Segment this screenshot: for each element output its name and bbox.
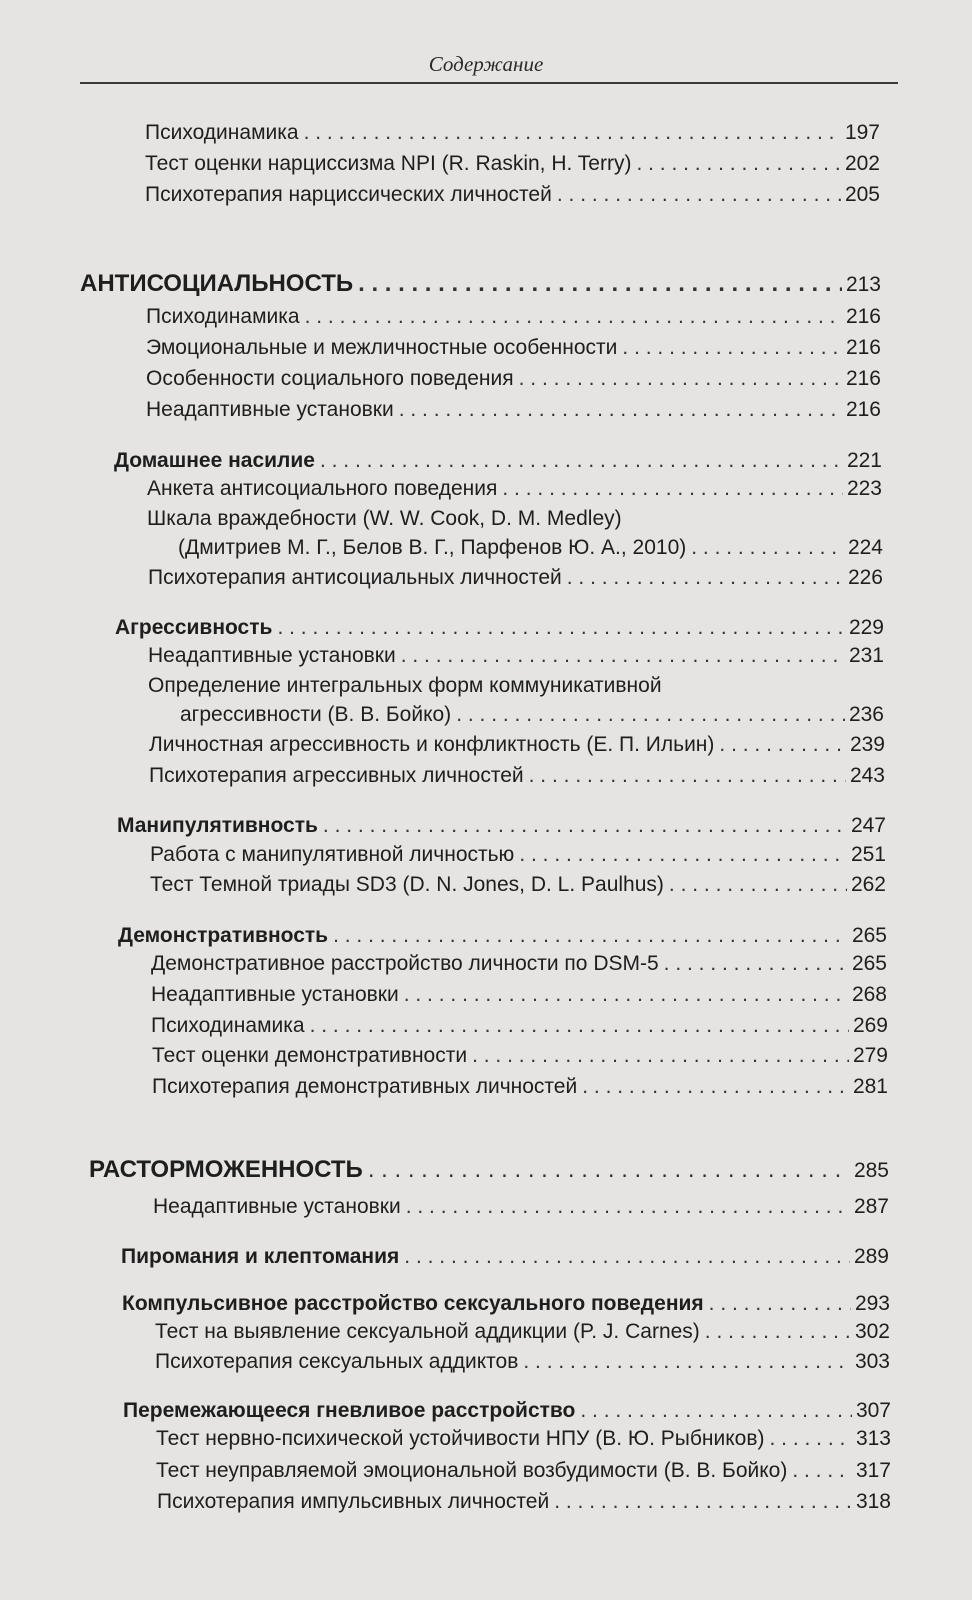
toc-entry-title: Психотерапия агрессивных личностей: [149, 764, 524, 787]
leader-dots: [669, 872, 847, 898]
toc-entry-title: Тест Темной триады SD3 (D. N. Jones, D. L. Paulhus): [150, 873, 664, 896]
toc-entry-page: 216: [845, 305, 881, 328]
toc-entry-title: Особенности социального поведения: [146, 367, 514, 390]
toc-entry-title: Пиромания и клептомания: [121, 1245, 400, 1268]
toc-chapter: [80, 271, 881, 298]
leader-dots: [406, 1194, 850, 1220]
toc-entry-title: Компульсивное расстройство сексуального поведения: [122, 1292, 704, 1315]
toc-entry-title: Тест оценки нарциссизма NPI (R. Raskin, H. Terry): [145, 152, 632, 175]
toc-entry: [180, 702, 884, 728]
toc-entry: [146, 397, 881, 423]
leader-dots: [502, 476, 843, 502]
toc-entry-page: 268: [851, 983, 887, 1006]
toc-entry-page: 251: [850, 843, 886, 866]
toc-entry-title: Тест нервно-психической устойчивости НПУ (В. Ю. Рыбников): [156, 1427, 765, 1450]
toc-entry-page: 302: [854, 1320, 890, 1343]
toc-entry-page: 205: [844, 183, 880, 206]
toc-entry: [145, 120, 880, 146]
leader-dots: [320, 448, 843, 474]
leader-dots: [310, 1013, 849, 1039]
toc-entry: [145, 151, 880, 177]
toc-entry: [178, 535, 883, 561]
toc-entry-page: 221: [846, 449, 882, 472]
toc-entry-page: 216: [845, 398, 881, 421]
toc-entry-page: 285: [853, 1159, 889, 1182]
toc-entry-title: Демонстративное расстройство личности по DSM-5: [151, 952, 659, 975]
toc-entry-title: Неадаптивные установки: [153, 1195, 401, 1218]
toc-entry-title-cont: (Дмитриев М. Г., Белов В. Г., Парфенов Ю. А., 2010): [178, 536, 687, 559]
toc-entry-title: Эмоциональные и межличностные особенности: [146, 336, 618, 359]
toc-entry: [155, 1319, 890, 1345]
toc-entry: [146, 335, 881, 361]
toc-section: [118, 923, 887, 949]
toc-entry-title: Работа с манипулятивной личностью: [150, 843, 515, 866]
leader-dots: [523, 1349, 851, 1375]
toc-entry-title: Определение интегральных форм коммуникативной: [148, 674, 662, 697]
leader-dots: [580, 1398, 852, 1424]
leader-dots: [582, 1074, 849, 1100]
toc-chapter: [89, 1157, 889, 1184]
leader-dots: [358, 271, 842, 297]
toc-section: [121, 1244, 889, 1270]
leader-dots: [404, 982, 848, 1008]
toc-entry-title-cont: агрессивности (В. В. Бойко): [180, 703, 452, 726]
toc-entry: [150, 872, 886, 898]
toc-entry-page: 318: [855, 1490, 891, 1513]
leader-dots: [401, 643, 845, 669]
toc-entry-title: Неадаптивные установки: [148, 644, 396, 667]
toc-entry-title: Психотерапия антисоциальных личностей: [148, 566, 562, 589]
toc-entry-page: 197: [844, 121, 880, 144]
leader-dots: [622, 335, 842, 361]
toc-entry: [145, 182, 880, 208]
toc-entry-title: Тест неуправляемой эмоциональной возбудимости (В. В. Бойко): [156, 1459, 788, 1482]
toc-entry-title: Личностная агрессивность и конфликтность (Е. П. Ильин): [149, 733, 715, 756]
toc-entry: [153, 1194, 889, 1220]
toc-entry-page: 216: [845, 336, 881, 359]
toc-entry-page: 307: [855, 1399, 891, 1422]
leader-dots: [399, 397, 842, 423]
toc-entry-title: Перемежающееся гневливое расстройство: [123, 1399, 576, 1422]
toc-entry-title: Психотерапия импульсивных личностей: [157, 1490, 550, 1513]
leader-dots: [691, 535, 844, 561]
toc-entry-page: 213: [845, 273, 881, 296]
toc-entry-page: 243: [849, 764, 885, 787]
toc-entry-page: 202: [844, 152, 880, 175]
toc-entry: [150, 842, 886, 868]
toc-entry-page: 287: [853, 1195, 889, 1218]
toc-entry-title: Домашнее насилие: [114, 449, 315, 472]
toc-entry-page: 265: [851, 952, 887, 975]
leader-dots: [277, 615, 845, 641]
toc-entry-page: 223: [846, 477, 882, 500]
toc-entry-page: 265: [851, 924, 887, 947]
toc-entry-page: 281: [852, 1075, 888, 1098]
toc-entry: [146, 304, 881, 330]
toc-entry-page: 229: [848, 616, 884, 639]
leader-dots: [368, 1157, 850, 1183]
toc-entry-title: Тест оценки демонстративности: [152, 1044, 468, 1067]
toc-entry: [149, 763, 885, 789]
leader-dots: [323, 813, 847, 839]
toc-entry-title: Анкета антисоциального поведения: [147, 477, 498, 500]
toc-entry: [156, 1458, 891, 1484]
leader-dots: [472, 1043, 849, 1069]
toc-entry: [146, 366, 881, 392]
toc-entry-page: 231: [848, 644, 884, 667]
toc-entry-title: Агрессивность: [115, 616, 273, 639]
toc-entry-page: 269: [852, 1014, 888, 1037]
toc-entry-page: 289: [853, 1245, 889, 1268]
toc-entry-page: 239: [849, 733, 885, 756]
leader-dots: [636, 151, 841, 177]
toc-entry-page: 236: [848, 703, 884, 726]
toc-entry: [156, 1426, 891, 1452]
leader-dots: [529, 763, 846, 789]
toc-entry-title: Неадаптивные установки: [146, 398, 394, 421]
toc-entry: [149, 732, 885, 758]
toc-entry: [157, 1489, 891, 1515]
toc-entry-title: Психотерапия сексуальных аддиктов: [155, 1350, 519, 1373]
toc-entry-title: Неадаптивные установки: [151, 983, 399, 1006]
toc-entry: [147, 476, 882, 502]
toc-entry-page: 279: [852, 1044, 888, 1067]
leader-dots: [709, 1291, 851, 1317]
toc-section: [114, 448, 882, 474]
toc-section: [117, 813, 886, 839]
toc-entry-title: Психодинамика: [145, 121, 299, 144]
toc-entry: [152, 1074, 888, 1100]
toc-entry-title: Демонстративность: [118, 924, 329, 947]
toc-entry-title: Тест на выявление сексуальной аддикции (P. J. Carnes): [155, 1320, 700, 1343]
leader-dots: [719, 732, 846, 758]
toc-entry-title: АНТИСОЦИАЛЬНОСТЬ: [80, 270, 354, 297]
toc-entry: [151, 1013, 888, 1039]
leader-dots: [792, 1458, 852, 1484]
leader-dots: [664, 951, 848, 977]
toc-entry-page: 303: [854, 1350, 890, 1373]
toc-entry-page: 317: [855, 1459, 891, 1482]
leader-dots: [554, 1489, 852, 1515]
toc-entry-page: 224: [847, 536, 883, 559]
leader-dots: [404, 1244, 850, 1270]
toc-entry-title: Психодинамика: [151, 1014, 305, 1037]
leader-dots: [456, 702, 845, 728]
toc-entry: [152, 1043, 888, 1069]
toc-entry-page: 216: [845, 367, 881, 390]
toc-entry-title: Психодинамика: [146, 305, 300, 328]
leader-dots: [567, 565, 844, 591]
toc-entry-title: Психотерапия демонстративных личностей: [152, 1075, 578, 1098]
toc-entry-title: Шкала враждебности (W. W. Cook, D. M. Medley): [147, 507, 622, 530]
running-header: Содержание: [428, 52, 544, 76]
leader-dots: [557, 182, 841, 208]
toc-entry: [151, 951, 887, 977]
toc-entry: [148, 565, 883, 591]
toc-section: [123, 1398, 891, 1424]
leader-dots: [333, 923, 848, 949]
toc-entry-title: РАСТОРМОЖЕННОСТЬ: [89, 1156, 363, 1183]
leader-dots: [519, 842, 847, 868]
toc-entry: [155, 1349, 890, 1375]
toc-entry-page: 262: [850, 873, 886, 896]
header-rule: [80, 82, 898, 84]
toc-entry-page: 293: [854, 1292, 890, 1315]
toc-entry-title: Психотерапия нарциссических личностей: [145, 183, 552, 206]
leader-dots: [770, 1426, 852, 1452]
toc-entry: [151, 982, 887, 1008]
toc-entry-page: 226: [847, 566, 883, 589]
toc-section: [122, 1291, 890, 1317]
leader-dots: [304, 120, 841, 146]
toc-entry-page: 247: [850, 814, 886, 837]
toc-section: [115, 615, 884, 641]
toc-entry: [148, 643, 884, 669]
leader-dots: [305, 304, 842, 330]
leader-dots: [705, 1319, 851, 1345]
toc-entry-page: 313: [855, 1427, 891, 1450]
toc-entry-title: Манипулятивность: [117, 814, 318, 837]
leader-dots: [519, 366, 842, 392]
